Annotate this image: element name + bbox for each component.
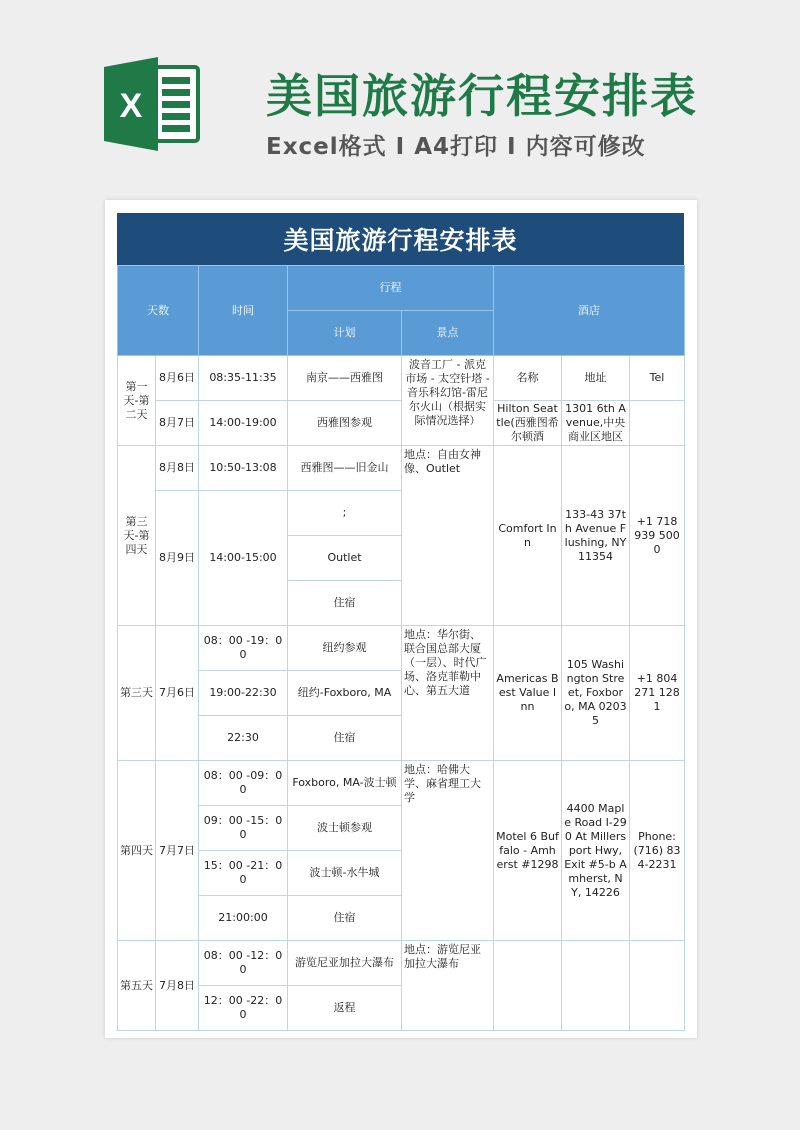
page-subtitle: Excel格式 I A4打印 I 内容可修改: [266, 134, 646, 160]
time-cell: 22:30: [199, 716, 288, 761]
spot-cell: 地点：哈佛大学、麻省理工大学: [402, 761, 494, 941]
time-cell: 14:00-19:00: [199, 401, 288, 446]
time-cell: 12：00 -22：00: [199, 986, 288, 1031]
plan-cell: 波士顿参观: [288, 806, 402, 851]
time-cell: 21:00:00: [199, 896, 288, 941]
time-header: 时间: [199, 266, 288, 356]
time-cell: 08:35-11:35: [199, 356, 288, 401]
hotel-address-cell: 133-43 37th Avenue Flushing, NY 11354: [562, 446, 630, 626]
table-row: [118, 626, 685, 671]
page-header: [0, 0, 800, 190]
hotel-tel-header: Tel: [630, 356, 685, 401]
time-cell: 19:00-22:30: [199, 671, 288, 716]
day-cell: 第五天: [118, 941, 156, 1031]
table-row: [118, 941, 685, 986]
spot-cell: 地点：华尔街、联合国总部大厦（一层）、时代广场、洛克菲勒中心、第五大道: [402, 626, 494, 761]
excel-logo-icon: [104, 57, 200, 151]
table-row: [118, 356, 685, 401]
table-row: [118, 446, 685, 491]
plan-cell: 纽约参观: [288, 626, 402, 671]
hotel-name-header: 名称: [494, 356, 562, 401]
hotel-address-cell: 1301 6th Avenue,中央商业区地区: [562, 401, 630, 446]
hotel-name-cell: Hilton Seattle(西雅图希尔顿酒: [494, 401, 562, 446]
hotel-tel-cell: [630, 401, 685, 446]
day-cell: 第一天-第二天: [118, 356, 156, 446]
time-cell: 15：00 -21：00: [199, 851, 288, 896]
plan-cell: ;: [288, 491, 402, 536]
hotel-tel-cell: Phone: (716) 834-2231: [630, 761, 685, 941]
plan-cell: 住宿: [288, 896, 402, 941]
date-cell: 8月8日: [156, 446, 199, 491]
plan-cell: 纽约-Foxboro, MA: [288, 671, 402, 716]
time-cell: 14:00-15:00: [199, 491, 288, 626]
hotel-tel-cell: +1 718 939 5000: [630, 446, 685, 626]
time-cell: 09：00 -15：00: [199, 806, 288, 851]
hotel-header: 酒店: [494, 266, 685, 356]
plan-cell: Outlet: [288, 536, 402, 581]
date-cell: 8月7日: [156, 401, 199, 446]
plan-cell: 住宿: [288, 716, 402, 761]
plan-header: 计划: [288, 311, 402, 356]
date-cell: 8月6日: [156, 356, 199, 401]
hotel-name-cell: Americas Best Value Inn: [494, 626, 562, 761]
plan-cell: 住宿: [288, 581, 402, 626]
plan-cell: 西雅图参观: [288, 401, 402, 446]
hotel-tel-cell: [630, 941, 685, 1031]
time-cell: 08：00 -09：00: [199, 761, 288, 806]
table-row: [118, 401, 685, 446]
hotel-name-cell: Motel 6 Buffalo - Amherst #1298: [494, 761, 562, 941]
hotel-name-cell: Comfort Inn: [494, 446, 562, 626]
plan-cell: 西雅图——旧金山: [288, 446, 402, 491]
hotel-name-cell: [494, 941, 562, 1031]
day-cell: 第三天-第四天: [118, 446, 156, 626]
date-cell: 7月7日: [156, 761, 199, 941]
header-row: [118, 266, 685, 311]
time-cell: 08：00 -19：00: [199, 626, 288, 671]
spot-header: 景点: [402, 311, 494, 356]
hotel-address-header: 地址: [562, 356, 630, 401]
day-cell: 第四天: [118, 761, 156, 941]
table-title: 美国旅游行程安排表: [117, 213, 684, 265]
svg-text:X: X: [119, 87, 143, 125]
hotel-address-cell: 105 Washington Street, Foxboro, MA 02035: [562, 626, 630, 761]
plan-cell: 南京——西雅图: [288, 356, 402, 401]
itinerary-table: [117, 265, 685, 1031]
page-title: 美国旅游行程安排表: [266, 69, 698, 123]
hotel-address-cell: [562, 941, 630, 1031]
date-cell: 7月8日: [156, 941, 199, 1031]
plan-cell: 游览尼亚加拉大瀑布: [288, 941, 402, 986]
date-cell: 7月6日: [156, 626, 199, 761]
spot-cell: 地点：游览尼亚加拉大瀑布: [402, 941, 494, 1031]
day-cell: 第三天: [118, 626, 156, 761]
hotel-tel-cell: +1 804 271 1281: [630, 626, 685, 761]
plan-cell: 返程: [288, 986, 402, 1031]
plan-cell: 波士顿-水牛城: [288, 851, 402, 896]
spreadsheet-sheet: [105, 200, 697, 1038]
time-cell: 10:50-13:08: [199, 446, 288, 491]
spot-cell: 波音工厂 - 派克市场 - 太空针塔 - 音乐科幻馆-雷尼尔火山（根据实际情况选择）: [402, 356, 494, 446]
days-header: 天数: [118, 266, 199, 356]
table-row: [118, 761, 685, 806]
hotel-address-cell: 4400 Maple Road I-290 At Millersport Hwy, Exit #5-b Amherst, NY, 14226: [562, 761, 630, 941]
time-cell: 08：00 -12：00: [199, 941, 288, 986]
itinerary-header: 行程: [288, 266, 494, 311]
spot-cell: 地点：自由女神像、Outlet: [402, 446, 494, 626]
plan-cell: Foxboro, MA-波士顿: [288, 761, 402, 806]
date-cell: 8月9日: [156, 491, 199, 626]
